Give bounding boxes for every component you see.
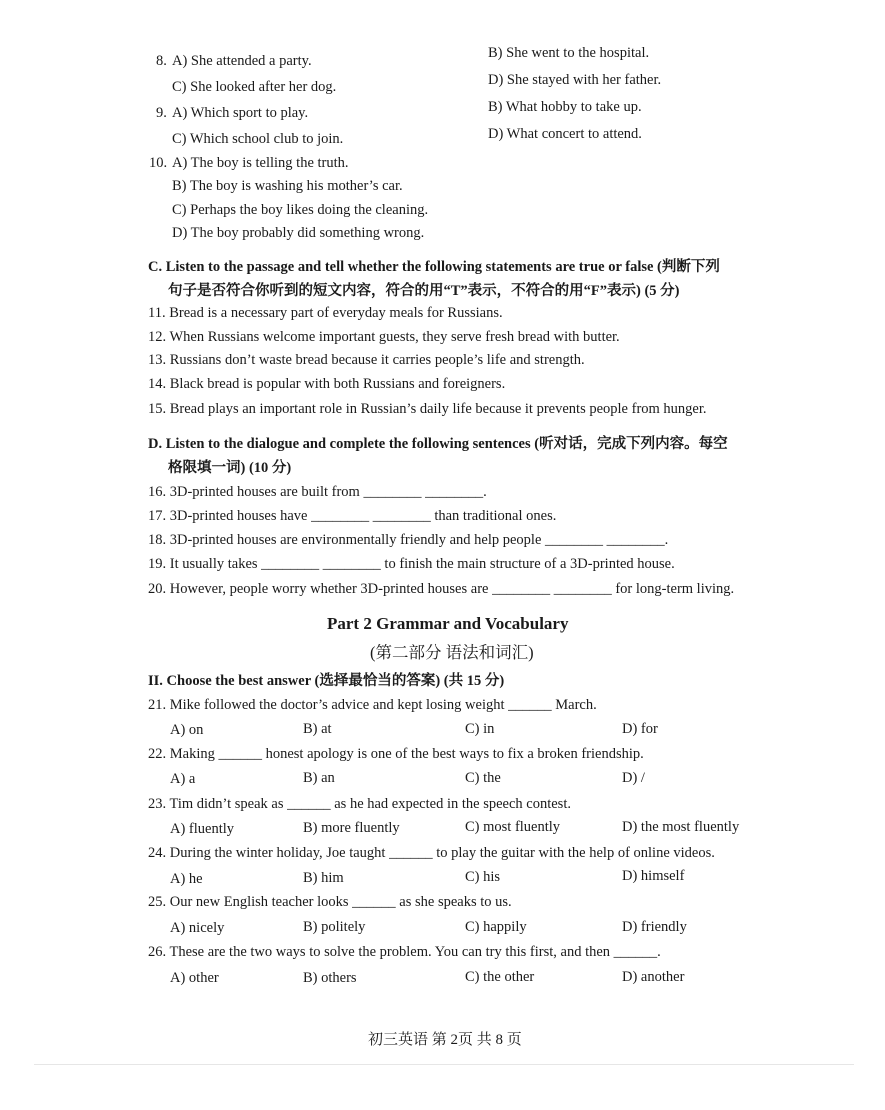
q25-option-a: A) nicely bbox=[170, 920, 225, 936]
statement-11: 11. Bread is a necessary part of everyday meals for Russians. bbox=[148, 305, 503, 321]
section-c-heading-line1: C. Listen to the passage and tell whether the following statements are true or false (判断下列 bbox=[148, 259, 720, 275]
section-d-heading-line1: D. Listen to the dialogue and complete the following sentences (听对话，完成下列内容。每空 bbox=[148, 436, 728, 452]
q8-option-c: C) She looked after her dog. bbox=[172, 79, 337, 95]
q25-stem: 25. Our new English teacher looks ______ as she speaks to us. bbox=[148, 894, 512, 910]
page-footer: 初三英语 第 2页 共 8 页 bbox=[368, 1032, 522, 1048]
q26-stem: 26. These are the two ways to solve the problem. You can try this first, and then ______. bbox=[148, 944, 661, 960]
statement-14: 14. Black bread is popular with both Russians and foreigners. bbox=[148, 376, 506, 392]
statement-13: 13. Russians don’t waste bread because it carries people’s life and strength. bbox=[148, 352, 585, 368]
sentence-17: 17. 3D-printed houses have ________ ________ than traditional ones. bbox=[148, 508, 557, 524]
statement-15: 15. Bread plays an important role in Russian’s daily life because it prevents people from hunger. bbox=[148, 401, 707, 417]
q10-option-d: D) The boy probably did something wrong. bbox=[172, 225, 425, 241]
q8-option-d: D) She stayed with her father. bbox=[488, 72, 662, 88]
section-c-heading-line2: 句子是否符合你听到的短文内容，符合的用“T”表示，不符合的用“F”表示) (5 分) bbox=[168, 283, 680, 299]
q10-option-c: C) Perhaps the boy likes doing the cleaning. bbox=[172, 202, 429, 218]
q26-option-b: B) others bbox=[303, 970, 357, 986]
q8-option-b: B) She went to the hospital. bbox=[488, 45, 650, 61]
section-d-heading-line2: 格限填一词) (10 分) bbox=[168, 460, 292, 476]
q23-stem: 23. Tim didn’t speak as ______ as he had expected in the speech contest. bbox=[148, 796, 571, 812]
sentence-16: 16. 3D-printed houses are built from ________ ________. bbox=[148, 484, 487, 500]
q9-option-b: B) What hobby to take up. bbox=[488, 99, 642, 115]
q8-number: 8. bbox=[156, 53, 167, 69]
q22-option-a: A) a bbox=[170, 771, 196, 787]
q8-option-a: A) She attended a party. bbox=[172, 53, 312, 69]
q24-option-d: D) himself bbox=[622, 868, 685, 884]
q23-option-d: D) the most fluently bbox=[622, 819, 740, 835]
q23-option-c: C) most fluently bbox=[465, 819, 561, 835]
q26-option-c: C) the other bbox=[465, 969, 535, 985]
bottom-rule bbox=[34, 1064, 854, 1065]
q22-option-d: D) / bbox=[622, 770, 645, 786]
q9-option-a: A) Which sport to play. bbox=[172, 105, 309, 121]
sentence-19: 19. It usually takes ________ ________ to finish the main structure of a 3D-printed house. bbox=[148, 556, 675, 572]
q22-option-c: C) the bbox=[465, 770, 501, 786]
q25-option-d: D) friendly bbox=[622, 919, 687, 935]
q25-option-b: B) politely bbox=[303, 919, 366, 935]
q9-option-c: C) Which school club to join. bbox=[172, 131, 344, 147]
q21-option-a: A) on bbox=[170, 722, 204, 738]
q21-stem: 21. Mike followed the doctor’s advice and kept losing weight ______ March. bbox=[148, 697, 597, 713]
q9-number: 9. bbox=[156, 105, 167, 121]
q10-option-b: B) The boy is washing his mother’s car. bbox=[172, 178, 403, 194]
q23-option-b: B) more fluently bbox=[303, 820, 400, 836]
q22-stem: 22. Making ______ honest apology is one of the best ways to fix a broken friendship. bbox=[148, 746, 644, 762]
q21-option-c: C) in bbox=[465, 721, 495, 737]
sentence-18: 18. 3D-printed houses are environmentally friendly and help people ________ ________. bbox=[148, 532, 669, 548]
q24-option-a: A) he bbox=[170, 871, 203, 887]
q9-option-d: D) What concert to attend. bbox=[488, 126, 642, 142]
q21-option-d: D) for bbox=[622, 721, 658, 737]
q10-number: 10. bbox=[149, 155, 168, 171]
q24-stem: 24. During the winter holiday, Joe taught ______ to play the guitar with the help of online videos. bbox=[148, 845, 715, 861]
q10-option-a: A) The boy is telling the truth. bbox=[172, 155, 349, 171]
q26-option-d: D) another bbox=[622, 969, 685, 985]
statement-12: 12. When Russians welcome important guests, they serve fresh bread with butter. bbox=[148, 329, 620, 345]
q25-option-c: C) happily bbox=[465, 919, 527, 935]
part2-title: Part 2 Grammar and Vocabulary bbox=[327, 614, 569, 633]
q26-option-a: A) other bbox=[170, 970, 219, 986]
part2-subtitle: (第二部分 语法和词汇) bbox=[370, 643, 534, 662]
q23-option-a: A) fluently bbox=[170, 821, 235, 837]
q21-option-b: B) at bbox=[303, 721, 332, 737]
sentence-20: 20. However, people worry whether 3D-printed houses are ________ ________ for long-term living. bbox=[148, 581, 735, 597]
q24-option-c: C) his bbox=[465, 869, 501, 885]
section-ii-heading: II. Choose the best answer (选择最恰当的答案) (共 15 分) bbox=[148, 673, 505, 689]
q24-option-b: B) him bbox=[303, 870, 344, 886]
q22-option-b: B) an bbox=[303, 770, 335, 786]
